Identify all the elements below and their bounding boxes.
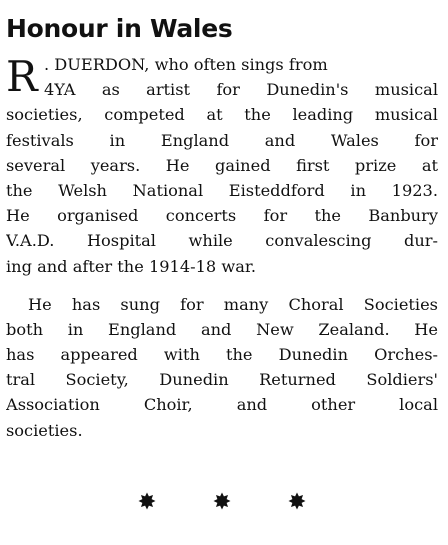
- paragraph-2: [6, 292, 438, 443]
- ornament-divider: [0, 492, 448, 512]
- text-line: He has sung for many Choral Societies: [28, 294, 438, 314]
- text-line: Association Choir, and other local: [6, 395, 438, 415]
- text-line: ing and after the 1914-18 war.: [6, 256, 256, 276]
- text-line: societies, competed at the leading musical: [6, 105, 438, 125]
- text-line: . DUERDON, who often sings from: [44, 55, 328, 74]
- text-line: the Welsh National Eisteddford in 1923.: [6, 180, 438, 200]
- dingbat-star-icon: [213, 492, 231, 510]
- text-line: 4YA as artist for Dunedin's musical: [44, 80, 438, 100]
- dingbat-star-icon: [138, 492, 156, 510]
- headline: Honour in Wales: [6, 14, 233, 43]
- article: [6, 14, 438, 443]
- drop-cap: R: [6, 52, 38, 101]
- dingbat-star-icon: [288, 492, 306, 510]
- text-line: festivals in England and Wales for: [6, 130, 438, 150]
- text-line: societies.: [6, 420, 83, 440]
- text-line: has appeared with the Dunedin Orches-: [6, 345, 438, 365]
- text-line: tral Society, Dunedin Returned Soldiers': [6, 370, 438, 390]
- paragraph-1: [6, 52, 438, 279]
- text-line: V.A.D. Hospital while convalescing dur-: [6, 231, 438, 251]
- text-line: several years. He gained first prize at: [6, 155, 438, 175]
- text-line: both in England and New Zealand. He: [6, 319, 438, 339]
- text-line: He organised concerts for the Banbury: [6, 206, 438, 226]
